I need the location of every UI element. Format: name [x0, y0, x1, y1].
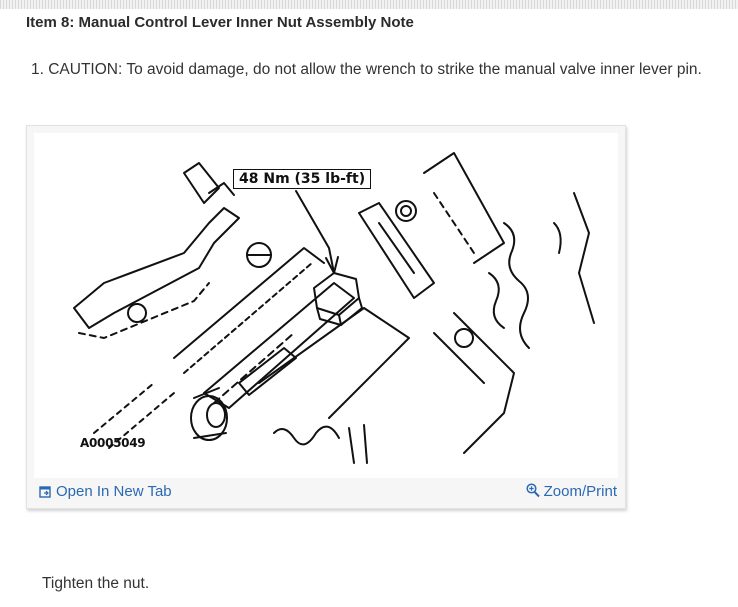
open-in-new-tab-link[interactable] [39, 483, 172, 502]
torque-callout: 48 Nm (35 lb-ft) [233, 169, 371, 189]
magnifier-plus-icon [526, 483, 540, 502]
figure-actions [27, 478, 625, 508]
zoom-print-link[interactable] [526, 483, 617, 502]
figure-card [26, 125, 626, 509]
top-divider [0, 0, 738, 9]
caution-step: 1. CAUTION: To avoid damage, do not allow the wrench to strike the manual valve inner lever pin. [31, 61, 702, 78]
item-heading: Item 8: Manual Control Lever Inner Nut Assembly Note [26, 14, 414, 31]
figure-id: A0005049 [80, 436, 146, 450]
external-window-icon [39, 485, 52, 502]
zoom-print-label: Zoom/Print [543, 483, 617, 500]
assembly-illustration[interactable] [34, 133, 618, 478]
open-in-new-tab-label: Open In New Tab [56, 483, 172, 500]
instruction-note: Tighten the nut. [42, 575, 150, 592]
